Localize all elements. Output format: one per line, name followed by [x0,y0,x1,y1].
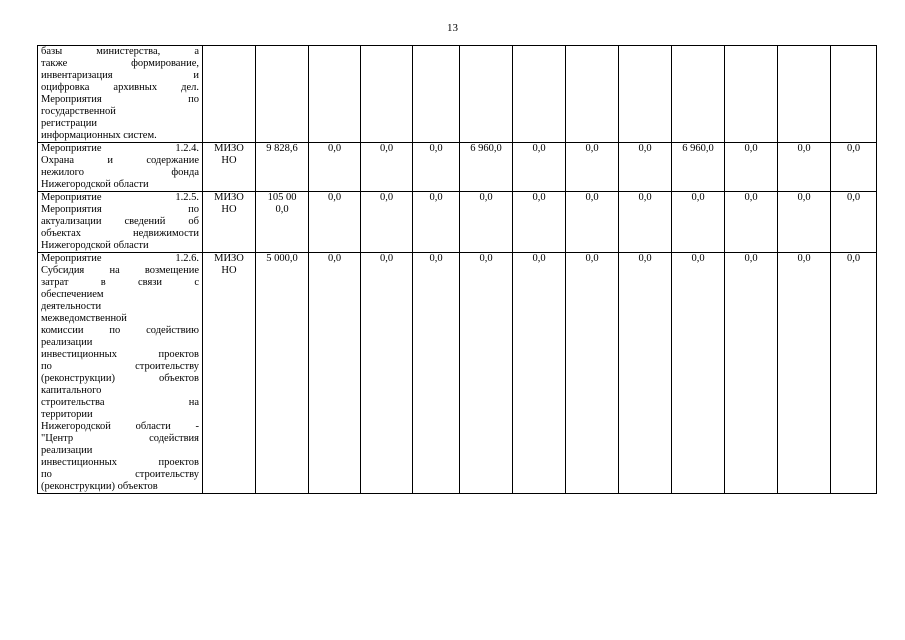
executor-line: НО [221,155,237,166]
value-cell [256,46,309,143]
value-line: 0,0 [638,192,652,203]
description-line: по строительству [41,361,199,372]
value-cell [413,46,460,143]
value-cell [619,143,672,192]
description-line: (реконструкции) объектов [41,481,158,492]
description-line: затрат в связи с [41,277,199,288]
description-line: реализации [41,445,93,456]
description-line: объектах недвижимости [41,228,199,239]
value-line: 0,0 [479,253,493,264]
description-line: Мероприятие 1.2.5. [41,192,199,203]
description-line: информационных систем. [41,130,157,141]
value-cell [619,192,672,253]
value-cell [309,253,361,494]
value-line: 0,0 [429,192,443,203]
value-cell [725,46,778,143]
value-line: 0,0 [585,253,599,264]
value-cell [256,192,309,253]
value-cell [725,143,778,192]
value-line: 0,0 [744,253,758,264]
description-line: регистрации [41,118,97,129]
value-line: 0,0 [585,143,599,154]
executor-line: НО [221,204,237,215]
value-line: 0,0 [691,192,705,203]
value-cell [413,192,460,253]
value-cell [361,143,413,192]
executor-line: НО [221,265,237,276]
description-line: инвестиционных проектов [41,349,199,360]
value-line: 0,0 [744,143,758,154]
value-cell [513,143,566,192]
description-line: межведомственной [41,313,127,324]
value-line: 0,0 [797,192,811,203]
description-line: строительства на [41,397,199,408]
value-cell [566,253,619,494]
description-line: "Центр содействия [41,433,199,444]
value-cell [460,253,513,494]
value-cell [309,46,361,143]
description-line: Мероприятие 1.2.4. [41,143,199,154]
value-line: 0,0 [532,143,546,154]
table-row [38,192,877,253]
value-line: 0,0 [846,192,861,203]
value-line: 0,0 [479,192,493,203]
description-line: нежилого фонда [41,167,199,178]
value-cell [566,192,619,253]
value-line: 0,0 [638,253,652,264]
value-line: 0,0 [327,253,342,264]
executor-cell [203,192,256,253]
value-line: 0,0 [379,192,394,203]
value-line: 0,0 [846,253,861,264]
value-cell [831,192,877,253]
description-line: реализации [41,337,93,348]
value-line: 0,0 [275,204,289,215]
table-row [38,46,877,143]
description-line: инвестиционных проектов [41,457,199,468]
description-line: инвентаризация и [41,70,199,81]
value-line: 6 960,0 [682,143,714,154]
description-line: (реконструкции) объектов [41,373,199,384]
value-line: 0,0 [429,253,443,264]
description-line: комиссии по содействию [41,325,199,336]
value-cell [256,253,309,494]
value-cell [672,192,725,253]
description-line: Субсидия на возмещение [41,265,199,276]
measure-description-cell [38,253,203,494]
value-cell [725,253,778,494]
value-line: 0,0 [744,192,758,203]
value-cell [778,143,831,192]
value-line: 9 828,6 [266,143,298,154]
value-cell [513,253,566,494]
description-line: по строительству [41,469,199,480]
page-number: 13 [447,22,458,34]
value-cell [460,143,513,192]
value-cell [460,46,513,143]
table-row [38,143,877,192]
value-cell [309,192,361,253]
value-cell [566,46,619,143]
executor-line: МИЗО [214,143,244,154]
value-cell [413,253,460,494]
value-line: 0,0 [691,253,705,264]
value-cell [361,253,413,494]
description-line: деятельности [41,301,102,312]
value-line: 0,0 [532,253,546,264]
value-cell [309,143,361,192]
value-line: 0,0 [532,192,546,203]
value-line: 0,0 [379,143,394,154]
executor-cell [203,46,256,143]
value-cell [413,143,460,192]
executor-line: МИЗО [214,192,244,203]
value-cell [361,192,413,253]
value-cell [460,192,513,253]
value-line: 0,0 [846,143,861,154]
value-cell [361,46,413,143]
description-line: актуализации сведений об [41,216,199,227]
value-line: 0,0 [585,192,599,203]
value-line: 0,0 [327,192,342,203]
description-line: также формирование, [41,58,199,69]
measure-description-cell [38,46,203,143]
value-line: 0,0 [797,253,811,264]
value-line: 6 960,0 [470,143,502,154]
description-line: Мероприятие 1.2.6. [41,253,199,264]
value-line: 5 000,0 [266,253,298,264]
value-cell [672,143,725,192]
value-cell [256,143,309,192]
value-cell [831,143,877,192]
value-line: 0,0 [797,143,811,154]
value-line: 0,0 [638,143,652,154]
description-line: обеспечением [41,289,104,300]
value-cell [778,46,831,143]
description-line: Мероприятия по [41,94,199,105]
description-line: Нижегородской области [41,240,149,251]
value-cell [831,46,877,143]
value-cell [672,46,725,143]
value-cell [619,46,672,143]
measure-description-cell [38,143,203,192]
description-line: Охрана и содержание [41,155,199,166]
executor-cell [203,253,256,494]
value-cell [513,192,566,253]
value-cell [778,192,831,253]
description-line: государственной [41,106,116,117]
executor-line: МИЗО [214,253,244,264]
program-measures-table [37,45,877,494]
value-line: 105 00 [267,192,297,203]
value-cell [725,192,778,253]
executor-cell [203,143,256,192]
value-cell [778,253,831,494]
value-cell [619,253,672,494]
value-cell [513,46,566,143]
description-line: оцифровка архивных дел. [41,82,199,93]
description-line: базы министерства, а [41,46,199,57]
table-row [38,253,877,494]
value-line: 0,0 [429,143,443,154]
measure-description-cell [38,192,203,253]
value-cell [672,253,725,494]
value-line: 0,0 [327,143,342,154]
description-line: Нижегородской области [41,179,149,190]
value-cell [831,253,877,494]
description-line: капитального [41,385,102,396]
value-line: 0,0 [379,253,394,264]
description-line: Мероприятия по [41,204,199,215]
description-line: Нижегородской области - [41,421,199,432]
description-line: территории [41,409,93,420]
value-cell [566,143,619,192]
